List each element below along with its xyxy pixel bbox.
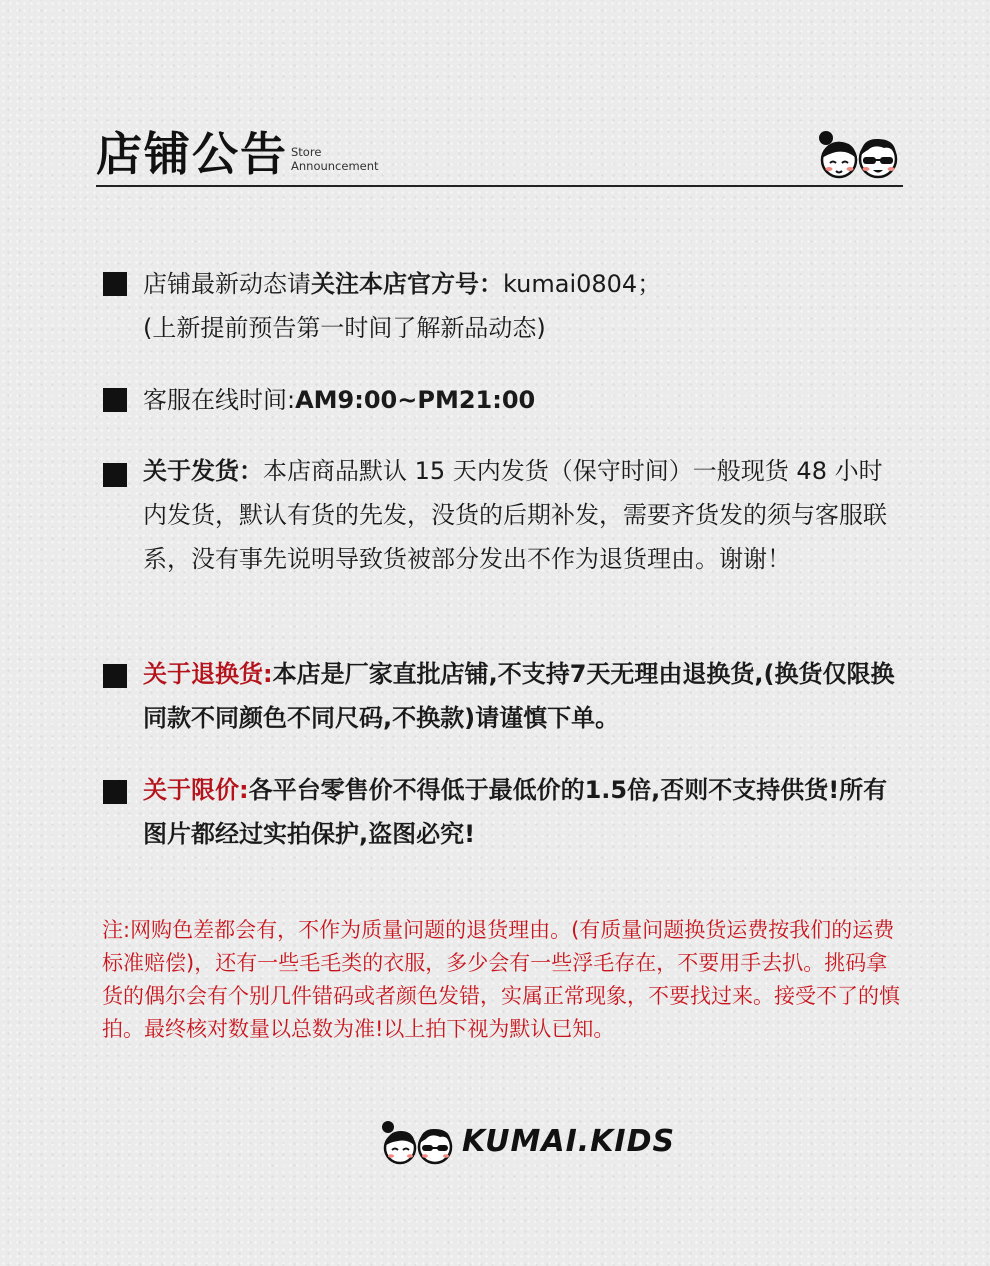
item-label: 关于发货： [143, 457, 263, 485]
bullet-square-icon [103, 463, 127, 487]
announcement-item-shipping [103, 449, 903, 581]
page-title: 店铺公告 [96, 127, 288, 181]
item-text [143, 768, 903, 856]
item-body: 本店商品默认 15 天内发货（保守时间）一般现货 48 小时内发货，默认有货的先发，没货的后期补发，需要齐货发的须与客服联系，没有事先说明导致货被部分发出不作为退货理由。谢谢！ [143, 457, 887, 573]
item-label: 关于退换货: [143, 660, 273, 688]
bullet-square-icon [103, 272, 127, 296]
announcement-item-returns [103, 652, 903, 740]
kids-faces-logo-icon [376, 1118, 460, 1168]
bullet-square-icon [103, 388, 127, 412]
page-header [96, 118, 903, 188]
announcement-item-follow [103, 262, 903, 350]
item-label: 客服在线时间: [143, 386, 296, 414]
official-account-id: kumai0804； [503, 270, 662, 298]
kids-faces-icon [812, 130, 908, 182]
brand-logo [376, 1118, 676, 1168]
announcement-item-pricing [103, 768, 903, 856]
header-divider [96, 185, 903, 187]
item-text [143, 652, 903, 740]
item-body: 本店是厂家直批店铺,不支持7天无理由退换货,(换货仅限换同款不同颜色不同尺码,不换款)请谨慎下单。 [143, 660, 895, 732]
page-subtitle [291, 145, 379, 173]
subtitle-line-announcement: Announcement [291, 159, 379, 173]
item-subtext: (上新提前预告第一时间了解新品动态) [143, 314, 546, 342]
bullet-square-icon [103, 780, 127, 804]
item-label: 关于限价: [143, 776, 249, 804]
notice-note: 注:网购色差都会有，不作为质量问题的退货理由。(有质量问题换货运费按我们的运费标准赔偿)，还有一些毛毛类的衣服，多少会有一些浮毛存在，不要用手去扒。挑码拿货的偶尔会有个别几件错码或者颜色发错，实属正常现象，不要找过来。接受不了的慎拍。最终核对数量以总数为准!以上拍下视为默认已知。 [102, 918, 900, 1041]
service-hours-value: AM9:00~PM21:00 [295, 386, 536, 414]
item-text [143, 378, 903, 422]
subtitle-line-store: Store [291, 145, 322, 159]
item-highlight: 关注本店官方号： [311, 270, 503, 298]
item-text [143, 262, 903, 350]
bullet-square-icon [103, 664, 127, 688]
announcement-item-service-hours [103, 378, 903, 422]
brand-name: KUMAI.KIDS [462, 1124, 676, 1159]
item-body: 各平台零售价不得低于最低价的1.5倍,否则不支持供货!所有图片都经过实拍保护,盗图必究! [143, 776, 888, 848]
item-text [143, 449, 903, 581]
item-prefix: 店铺最新动态请 [143, 270, 311, 298]
